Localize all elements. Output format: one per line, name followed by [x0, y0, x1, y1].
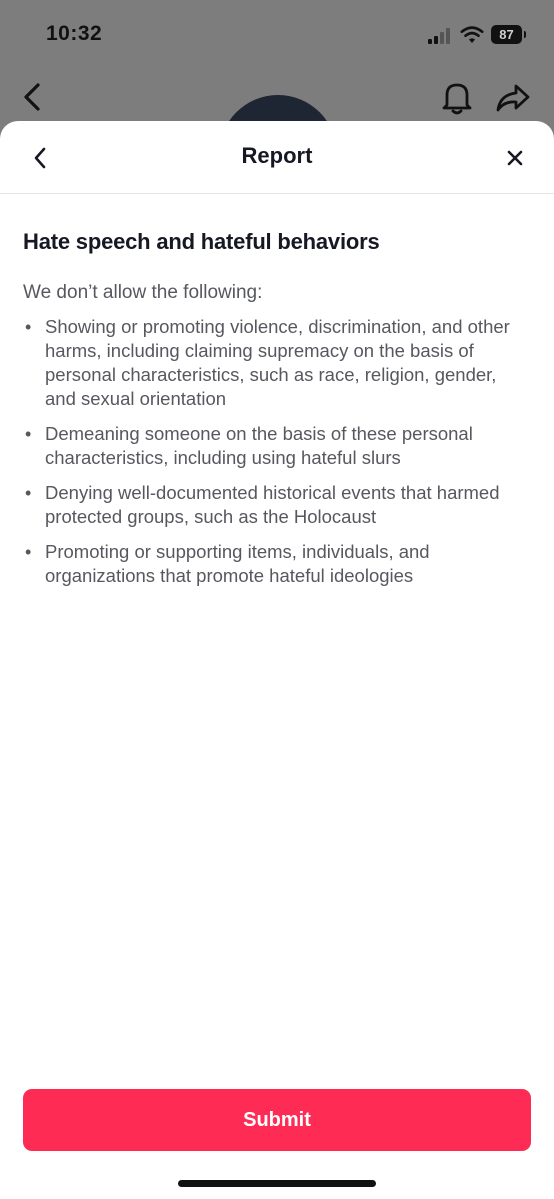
rule-text: Showing or promoting violence, discrimination, and other harms, including claiming supremacy on the basis of personal characteristics, such as race, religion, gender, and sexual orientation	[45, 316, 510, 409]
list-item	[23, 422, 531, 470]
report-sheet	[0, 121, 554, 1199]
rule-text: Denying well-documented historical events that harmed protected groups, such as the Holocaust	[45, 482, 500, 527]
bullet: •	[25, 424, 32, 444]
status-time: 10:32	[46, 22, 103, 45]
list-item	[23, 540, 531, 588]
list-item	[23, 481, 531, 529]
policy-rules-list	[23, 315, 531, 588]
submit-button[interactable]: Submit	[23, 1089, 531, 1151]
status-bar	[0, 0, 554, 70]
battery-icon: 87	[491, 25, 522, 44]
share-icon[interactable]	[494, 82, 532, 114]
home-indicator	[178, 1180, 376, 1187]
bullet: •	[25, 483, 32, 503]
cellular-signal-icon	[428, 28, 454, 44]
rule-text: Demeaning someone on the basis of these personal characteristics, including using hateful slurs	[45, 423, 473, 468]
close-icon[interactable]	[504, 147, 526, 169]
list-item	[23, 315, 531, 411]
sheet-header	[0, 121, 554, 194]
policy-content	[0, 229, 554, 588]
back-arrow-icon[interactable]	[18, 82, 46, 112]
wifi-icon	[460, 25, 484, 45]
bullet: •	[25, 317, 32, 337]
bell-icon[interactable]	[440, 80, 474, 116]
policy-title: Hate speech and hateful behaviors	[23, 229, 380, 254]
sheet-title: Report	[241, 143, 313, 168]
policy-intro: We don’t allow the following:	[23, 282, 263, 303]
bullet: •	[25, 542, 32, 562]
rule-text: Promoting or supporting items, individuals, and organizations that promote hateful ideologies	[45, 541, 430, 586]
